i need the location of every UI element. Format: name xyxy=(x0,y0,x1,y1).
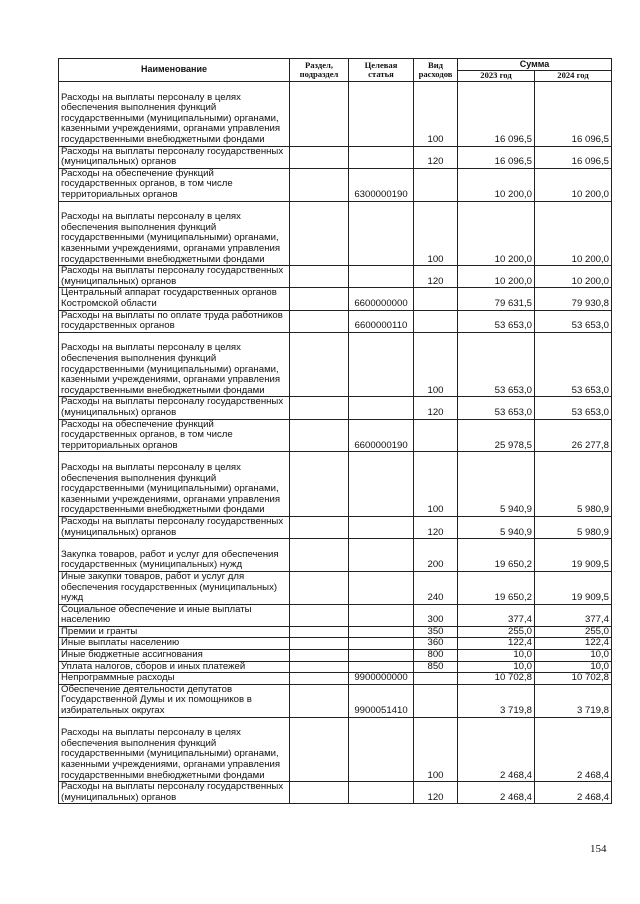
row-name-cell: Уплата налогов, сборов и иных платежей xyxy=(59,661,290,673)
row-2023-cell: 10 200,0 xyxy=(458,266,535,288)
row-name-cell: Иные бюджетные ассигнования xyxy=(59,650,290,662)
row-type-cell: 120 xyxy=(414,516,458,538)
row-name-cell: Расходы на выплаты персоналу в целях обеспечения выполнения функций государственными (муниципальными) органами, казенными учреждениями, органами управления государственными внебюджетными фондами xyxy=(59,201,290,266)
row-2023-cell: 10 200,0 xyxy=(458,168,535,201)
row-2023-cell: 377,4 xyxy=(458,604,535,626)
row-target-cell: 9900000000 xyxy=(349,673,414,685)
row-2024-cell: 26 277,8 xyxy=(535,419,612,452)
row-name-cell: Социальное обеспечение и иные выплаты населению xyxy=(59,604,290,626)
table-row xyxy=(59,452,612,517)
table-row xyxy=(59,604,612,626)
row-type-cell: 100 xyxy=(414,717,458,782)
row-target-cell: 6600000110 xyxy=(349,310,414,332)
table-row xyxy=(59,168,612,201)
row-name-cell: Расходы на выплаты персоналу государственных (муниципальных) органов xyxy=(59,397,290,419)
row-name-cell: Расходы на выплаты персоналу государственных (муниципальных) органов xyxy=(59,782,290,804)
row-type-cell xyxy=(414,168,458,201)
row-section-cell xyxy=(290,661,349,673)
row-type-cell: 100 xyxy=(414,82,458,147)
row-section-cell xyxy=(290,310,349,332)
row-2024-cell: 10 702,8 xyxy=(535,673,612,685)
row-type-cell: 800 xyxy=(414,650,458,662)
row-2023-cell: 53 653,0 xyxy=(458,397,535,419)
row-name-cell: Расходы на выплаты персоналу в целях обеспечения выполнения функций государственными (муниципальными) органами, казенными учреждениями, органами управления государственными внебюджетными фондами xyxy=(59,82,290,147)
table-row xyxy=(59,539,612,572)
row-2024-cell: 10,0 xyxy=(535,650,612,662)
row-name-cell: Расходы на выплаты персоналу государственных (муниципальных) органов xyxy=(59,146,290,168)
row-target-cell xyxy=(349,266,414,288)
row-type-cell: 100 xyxy=(414,201,458,266)
row-2024-cell: 19 909,5 xyxy=(535,571,612,604)
row-2023-cell: 16 096,5 xyxy=(458,146,535,168)
table-row xyxy=(59,661,612,673)
row-2024-cell: 53 653,0 xyxy=(535,310,612,332)
table-row xyxy=(59,419,612,452)
row-type-cell: 120 xyxy=(414,266,458,288)
table-row xyxy=(59,571,612,604)
row-type-cell xyxy=(414,288,458,310)
row-target-cell: 6300000190 xyxy=(349,168,414,201)
row-section-cell xyxy=(290,571,349,604)
row-name-cell: Расходы на обеспечение функций государственных органов, в том числе территориальных органов xyxy=(59,419,290,452)
row-2023-cell: 10,0 xyxy=(458,661,535,673)
row-type-cell xyxy=(414,673,458,685)
row-2024-cell: 16 096,5 xyxy=(535,146,612,168)
table-row xyxy=(59,146,612,168)
table-row xyxy=(59,717,612,782)
header-type: Вид расходов xyxy=(414,59,458,82)
row-2024-cell: 53 653,0 xyxy=(535,332,612,397)
row-target-cell xyxy=(349,332,414,397)
row-type-cell: 120 xyxy=(414,782,458,804)
row-type-cell xyxy=(414,310,458,332)
row-name-cell: Расходы на обеспечение функций государственных органов, в том числе территориальных органов xyxy=(59,168,290,201)
row-type-cell: 200 xyxy=(414,539,458,572)
row-2024-cell: 79 930,8 xyxy=(535,288,612,310)
header-section: Раздел, подраздел xyxy=(290,59,349,82)
row-2024-cell: 10 200,0 xyxy=(535,168,612,201)
row-section-cell xyxy=(290,626,349,638)
row-section-cell xyxy=(290,673,349,685)
row-target-cell xyxy=(349,201,414,266)
row-2023-cell: 5 940,9 xyxy=(458,452,535,517)
row-type-cell: 350 xyxy=(414,626,458,638)
row-2024-cell: 122,4 xyxy=(535,638,612,650)
row-type-cell: 360 xyxy=(414,638,458,650)
table-row xyxy=(59,201,612,266)
row-2023-cell: 16 096,5 xyxy=(458,82,535,147)
row-section-cell xyxy=(290,452,349,517)
row-2024-cell: 53 653,0 xyxy=(535,397,612,419)
row-2024-cell: 255,0 xyxy=(535,626,612,638)
row-2023-cell: 25 978,5 xyxy=(458,419,535,452)
row-2023-cell: 3 719,8 xyxy=(458,684,535,717)
row-section-cell xyxy=(290,638,349,650)
row-2023-cell: 10 200,0 xyxy=(458,201,535,266)
table-row xyxy=(59,650,612,662)
row-section-cell xyxy=(290,684,349,717)
row-target-cell xyxy=(349,452,414,517)
row-2023-cell: 10 702,8 xyxy=(458,673,535,685)
row-section-cell xyxy=(290,201,349,266)
header-name: Наименование xyxy=(59,59,290,82)
table-row xyxy=(59,310,612,332)
row-target-cell xyxy=(349,516,414,538)
row-name-cell: Центральный аппарат государственных органов Костромской области xyxy=(59,288,290,310)
header-sum: Сумма xyxy=(458,59,612,71)
row-section-cell xyxy=(290,604,349,626)
row-section-cell xyxy=(290,397,349,419)
table-row xyxy=(59,397,612,419)
row-section-cell xyxy=(290,419,349,452)
row-name-cell: Расходы на выплаты персоналу государственных (муниципальных) органов xyxy=(59,266,290,288)
row-2023-cell: 2 468,4 xyxy=(458,717,535,782)
row-section-cell xyxy=(290,782,349,804)
row-section-cell xyxy=(290,266,349,288)
row-type-cell: 300 xyxy=(414,604,458,626)
row-name-cell: Расходы на выплаты персоналу в целях обеспечения выполнения функций государственными (муниципальными) органами, казенными учреждениями, органами управления государственными внебюджетными фондами xyxy=(59,452,290,517)
row-2023-cell: 19 650,2 xyxy=(458,539,535,572)
header-year-2023: 2023 год xyxy=(458,71,535,82)
row-name-cell: Иные выплаты населению xyxy=(59,638,290,650)
row-target-cell: 6600000000 xyxy=(349,288,414,310)
header-year-2024: 2024 год xyxy=(535,71,612,82)
row-type-cell: 100 xyxy=(414,332,458,397)
row-name-cell: Иные закупки товаров, работ и услуг для обеспечения государственных (муниципальных) нужд xyxy=(59,571,290,604)
table-row xyxy=(59,516,612,538)
row-name-cell: Расходы на выплаты персоналу в целях обеспечения выполнения функций государственными (муниципальными) органами, казенными учреждениями, органами управления государственными внебюджетными фондами xyxy=(59,332,290,397)
row-2024-cell: 10 200,0 xyxy=(535,201,612,266)
table-row xyxy=(59,626,612,638)
row-target-cell xyxy=(349,717,414,782)
row-type-cell: 850 xyxy=(414,661,458,673)
row-section-cell xyxy=(290,650,349,662)
row-type-cell: 120 xyxy=(414,146,458,168)
row-2023-cell: 2 468,4 xyxy=(458,782,535,804)
row-section-cell xyxy=(290,539,349,572)
row-2023-cell: 122,4 xyxy=(458,638,535,650)
table-row xyxy=(59,332,612,397)
row-target-cell xyxy=(349,82,414,147)
row-2024-cell: 377,4 xyxy=(535,604,612,626)
row-section-cell xyxy=(290,288,349,310)
table-row xyxy=(59,684,612,717)
row-name-cell: Непрограммные расходы xyxy=(59,673,290,685)
row-name-cell: Обеспечение деятельности депутатов Государственной Думы и их помощников в избирательных округах xyxy=(59,684,290,717)
row-target-cell xyxy=(349,397,414,419)
row-2024-cell: 10,0 xyxy=(535,661,612,673)
row-target-cell: 9900051410 xyxy=(349,684,414,717)
row-target-cell xyxy=(349,782,414,804)
row-target-cell: 6600000190 xyxy=(349,419,414,452)
table-body xyxy=(59,82,612,804)
row-type-cell: 240 xyxy=(414,571,458,604)
row-type-cell xyxy=(414,419,458,452)
row-2024-cell: 5 980,9 xyxy=(535,452,612,517)
row-target-cell xyxy=(349,539,414,572)
row-section-cell xyxy=(290,516,349,538)
row-2023-cell: 10,0 xyxy=(458,650,535,662)
row-target-cell xyxy=(349,571,414,604)
row-name-cell: Расходы на выплаты персоналу в целях обеспечения выполнения функций государственными (муниципальными) органами, казенными учреждениями, органами управления государственными внебюджетными фондами xyxy=(59,717,290,782)
row-name-cell: Расходы на выплаты персоналу государственных (муниципальных) органов xyxy=(59,516,290,538)
table-row xyxy=(59,82,612,147)
row-target-cell xyxy=(349,638,414,650)
row-target-cell xyxy=(349,650,414,662)
table-row xyxy=(59,673,612,685)
row-type-cell xyxy=(414,684,458,717)
budget-table xyxy=(58,58,612,804)
row-2023-cell: 53 653,0 xyxy=(458,332,535,397)
row-target-cell xyxy=(349,604,414,626)
row-2023-cell: 79 631,5 xyxy=(458,288,535,310)
row-2024-cell: 3 719,8 xyxy=(535,684,612,717)
row-target-cell xyxy=(349,626,414,638)
page-number: 154 xyxy=(590,843,607,855)
row-2024-cell: 16 096,5 xyxy=(535,82,612,147)
row-2023-cell: 5 940,9 xyxy=(458,516,535,538)
row-target-cell xyxy=(349,661,414,673)
row-type-cell: 120 xyxy=(414,397,458,419)
row-type-cell: 100 xyxy=(414,452,458,517)
table-row xyxy=(59,782,612,804)
row-section-cell xyxy=(290,146,349,168)
row-name-cell: Расходы на выплаты по оплате труда работников государственных органов xyxy=(59,310,290,332)
row-section-cell xyxy=(290,82,349,147)
row-2024-cell: 2 468,4 xyxy=(535,782,612,804)
row-target-cell xyxy=(349,146,414,168)
row-section-cell xyxy=(290,332,349,397)
row-2024-cell: 19 909,5 xyxy=(535,539,612,572)
row-2023-cell: 19 650,2 xyxy=(458,571,535,604)
row-2024-cell: 5 980,9 xyxy=(535,516,612,538)
row-2024-cell: 2 468,4 xyxy=(535,717,612,782)
table-row xyxy=(59,288,612,310)
row-section-cell xyxy=(290,717,349,782)
row-2023-cell: 53 653,0 xyxy=(458,310,535,332)
row-name-cell: Закупка товаров, работ и услуг для обеспечения государственных (муниципальных) нужд xyxy=(59,539,290,572)
row-name-cell: Премии и гранты xyxy=(59,626,290,638)
table-row xyxy=(59,638,612,650)
row-2024-cell: 10 200,0 xyxy=(535,266,612,288)
row-section-cell xyxy=(290,168,349,201)
header-target: Целевая статья xyxy=(349,59,414,82)
row-2023-cell: 255,0 xyxy=(458,626,535,638)
table-row xyxy=(59,266,612,288)
